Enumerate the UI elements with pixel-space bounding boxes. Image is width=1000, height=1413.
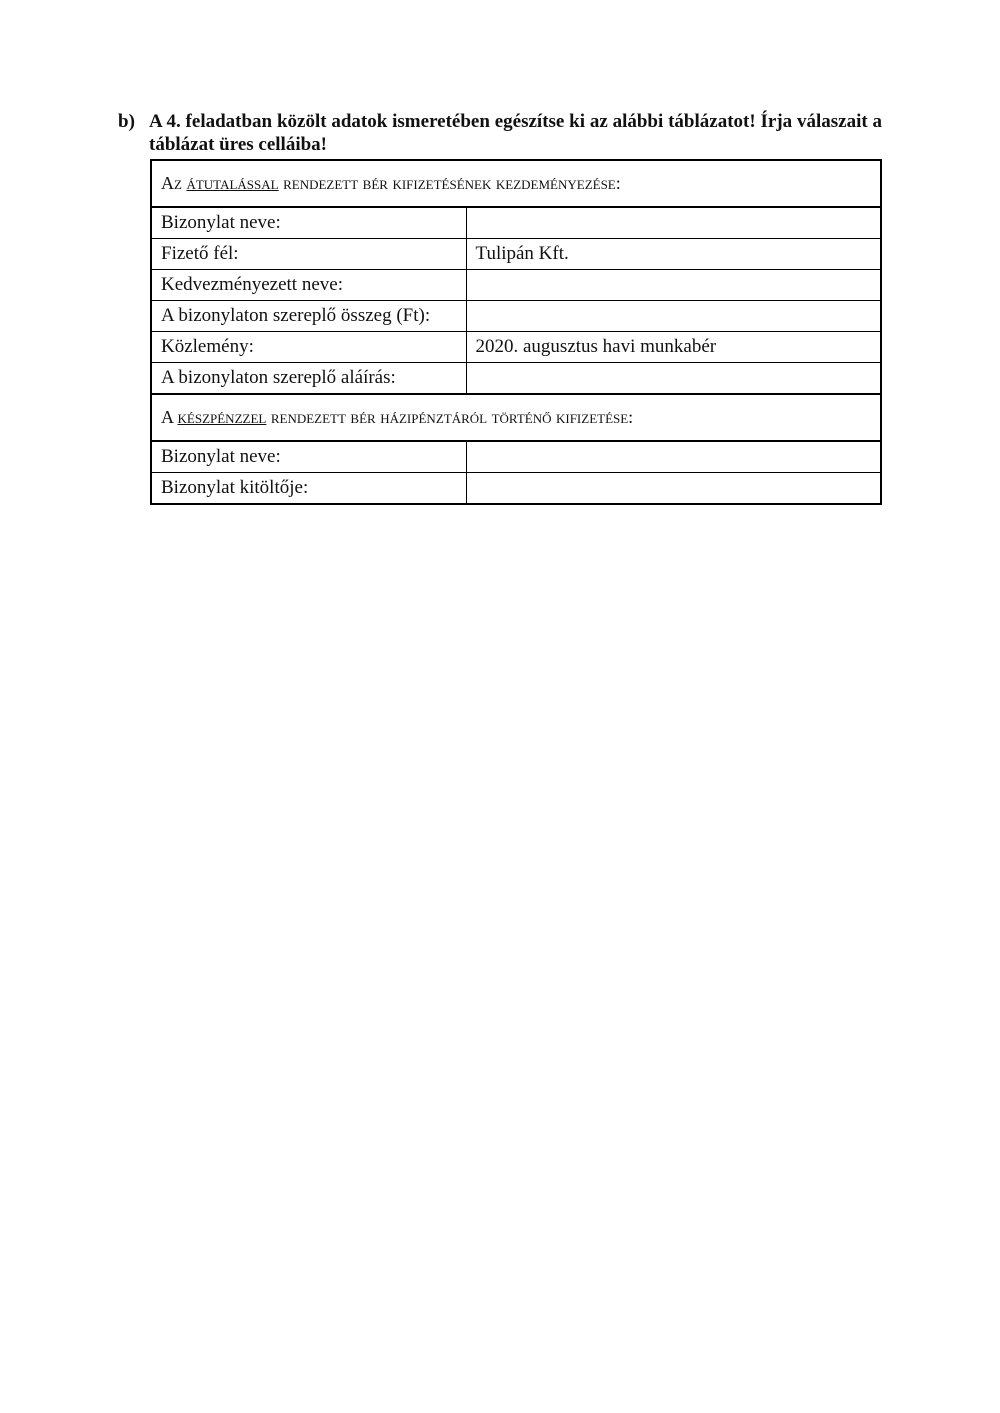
row-label: Közlemény: bbox=[151, 332, 466, 363]
row-label: Bizonylat neve: bbox=[151, 207, 466, 239]
table-row bbox=[151, 332, 881, 363]
task-marker: b) bbox=[118, 111, 135, 132]
heading-suffix: rendezett bér házipénztáról történő kifizetése: bbox=[266, 407, 634, 427]
table-row bbox=[151, 301, 881, 332]
task-text: A 4. feladatban közölt adatok ismeretében egészítse ki az alábbi táblázatot! Írja válaszait a táblázat üres celláiba! bbox=[149, 111, 882, 155]
table-row bbox=[151, 239, 881, 270]
answer-cell[interactable] bbox=[466, 363, 881, 395]
table-row bbox=[151, 270, 881, 301]
row-label: Kedvezményezett neve: bbox=[151, 270, 466, 301]
heading-suffix: rendezett bér kifizetésének kezdeményezése: bbox=[278, 173, 621, 193]
answer-cell[interactable] bbox=[466, 301, 881, 332]
row-label: Bizonylat neve: bbox=[151, 441, 466, 473]
answer-cell: 2020. augusztus havi munkabér bbox=[466, 332, 881, 363]
heading-prefix: A bbox=[161, 407, 178, 427]
row-label: A bizonylaton szereplő összeg (Ft): bbox=[151, 301, 466, 332]
answer-cell[interactable] bbox=[466, 270, 881, 301]
table-row bbox=[151, 363, 881, 395]
answer-table bbox=[150, 159, 882, 505]
section-heading-transfer bbox=[151, 160, 881, 207]
section-heading-cash bbox=[151, 394, 881, 441]
table-row bbox=[151, 207, 881, 239]
row-label: Bizonylat kitöltője: bbox=[151, 473, 466, 505]
table-row bbox=[151, 473, 881, 505]
heading-prefix: Az bbox=[161, 173, 187, 193]
answer-cell[interactable] bbox=[466, 473, 881, 505]
row-label: Fizető fél: bbox=[151, 239, 466, 270]
task-instruction bbox=[118, 110, 882, 156]
table-row bbox=[151, 441, 881, 473]
answer-cell: Tulipán Kft. bbox=[466, 239, 881, 270]
heading-keyword: készpénzzel bbox=[177, 407, 267, 427]
row-label: A bizonylaton szereplő aláírás: bbox=[151, 363, 466, 395]
answer-cell[interactable] bbox=[466, 207, 881, 239]
heading-keyword: átutalással bbox=[186, 173, 279, 193]
answer-cell[interactable] bbox=[466, 441, 881, 473]
